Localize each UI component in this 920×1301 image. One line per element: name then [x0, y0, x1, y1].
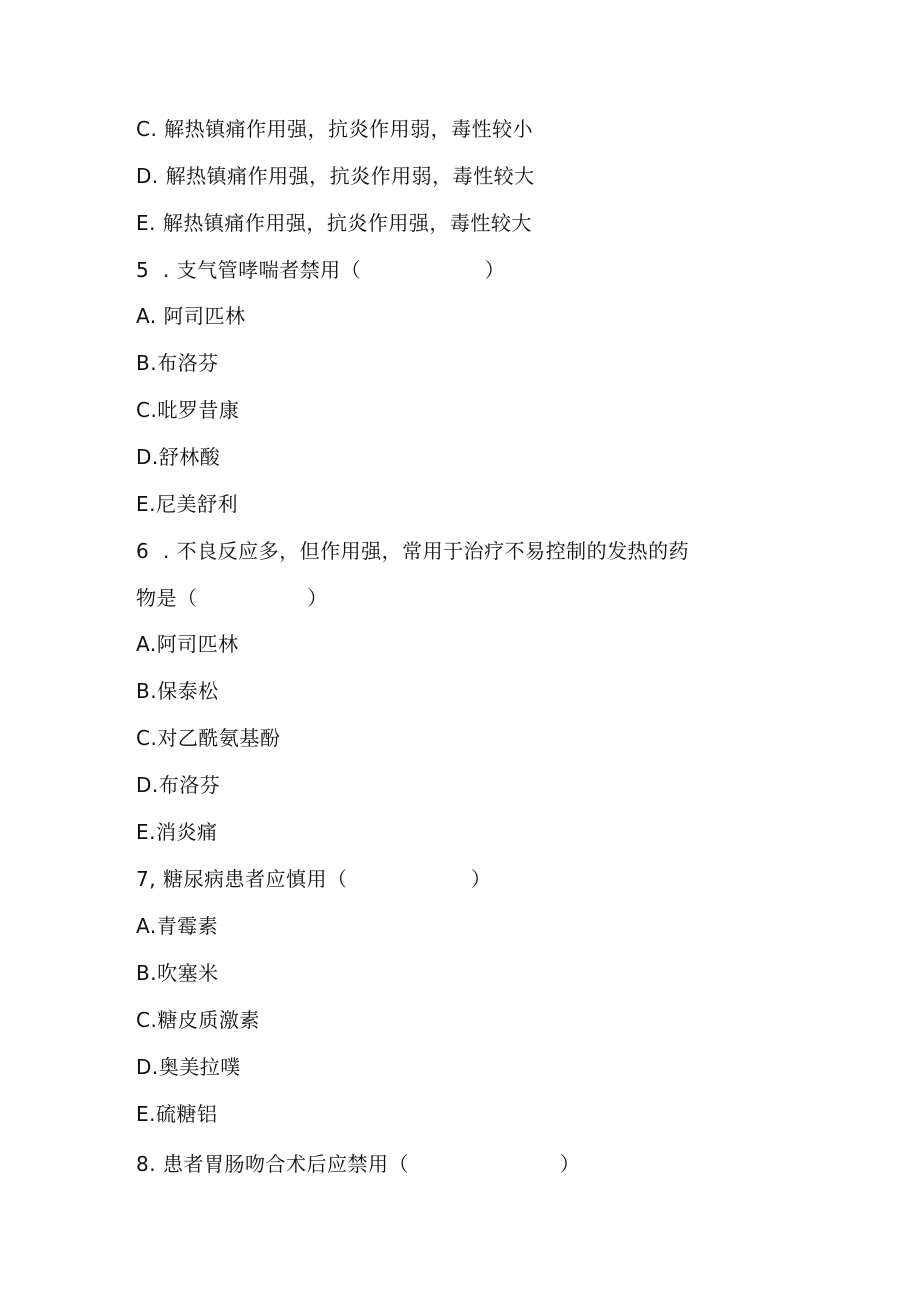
- q6-option-a: A.阿司匹林: [136, 632, 239, 656]
- q8-question: 8. 患者胃肠吻合术后应禁用（ ）: [136, 1152, 581, 1176]
- q7-question: 7, 糖尿病患者应慎用（ ）: [136, 867, 492, 891]
- q7-option-d: D.奥美拉噗: [136, 1055, 241, 1079]
- q6-option-b: B.保泰松: [136, 679, 219, 703]
- q4-option-d: D. 解热镇痛作用强，抗炎作用弱，毒性较大: [136, 164, 535, 188]
- q4-option-e: E. 解热镇痛作用强，抗炎作用强，毒性较大: [136, 211, 532, 235]
- q5-question: 5 . 支气管哮喘者禁用（ ）: [136, 258, 506, 282]
- q7-option-a: A.青霉素: [136, 914, 219, 938]
- q7-option-e: E.硫糖铝: [136, 1102, 218, 1126]
- q6-option-c: C.对乙酰氨基酚: [136, 726, 281, 750]
- q5-option-d: D.舒林酸: [136, 445, 221, 469]
- q5-option-e: E.尼美舒利: [136, 492, 238, 516]
- q6-question: 6 . 不良反应多，但作用强，常用于治疗不易控制的发热的药: [136, 539, 690, 563]
- q6-question-cont: 物是（ ）: [136, 586, 328, 610]
- q6-option-d: D.布洛芬: [136, 773, 221, 797]
- q7-option-b: B.吹塞米: [136, 961, 219, 985]
- q5-option-a: A. 阿司匹林: [136, 304, 246, 328]
- q5-option-b: B.布洛芬: [136, 351, 219, 375]
- q6-option-e: E.消炎痛: [136, 820, 218, 844]
- q5-option-c: C.吡罗昔康: [136, 398, 240, 422]
- q7-option-c: C.糖皮质激素: [136, 1008, 260, 1032]
- q4-option-c: C. 解热镇痛作用强，抗炎作用弱，毒性较小: [136, 117, 534, 141]
